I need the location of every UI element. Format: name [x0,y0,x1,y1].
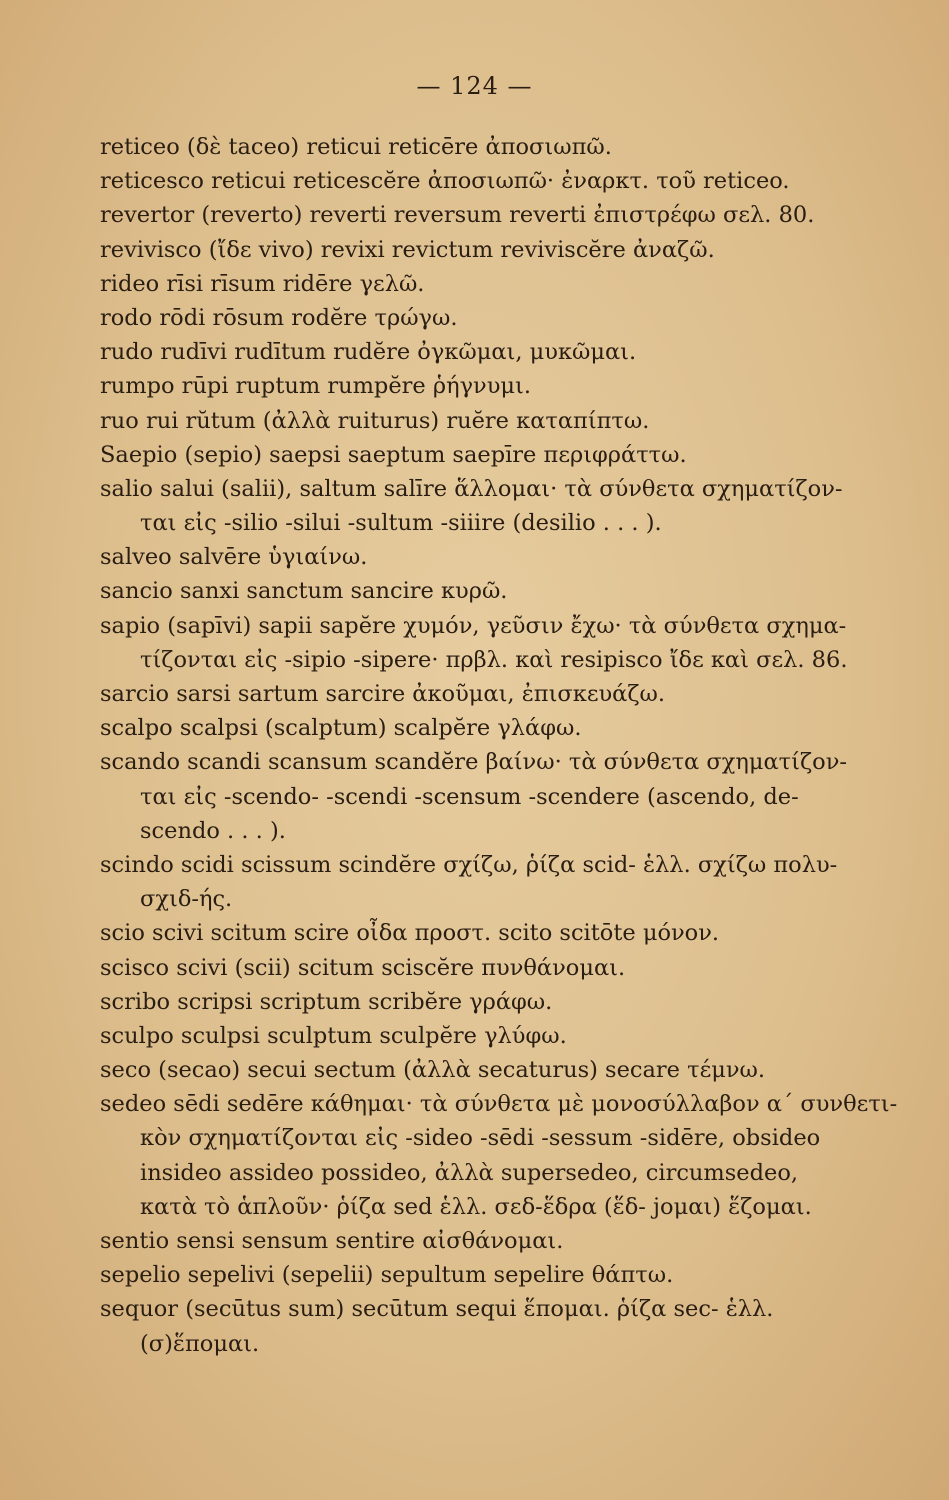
dictionary-entry [0,404,949,438]
entry-headline: sarcio sarsi sartum sarcire ἀκοῦμαι, ἐπισκευάζω. [100,681,666,707]
dictionary-entry [0,233,949,267]
entry-headline: salio salui (salii), saltum salīre ἅλλομαι· τὰ σύνθετα σχηματίζον- [100,475,843,502]
entry-headline: seco (secao) secui sectum (ἀλλὰ secaturus) secare τέμνω. [100,1057,766,1084]
entry-continuation: κὸν σχηματίζονται εἰς -sideo -sēdi -sessum -sidēre, obsideo [140,1125,821,1152]
dictionary-entry [0,1258,949,1292]
dictionary-entry [0,574,949,608]
dictionary-entry [0,711,949,745]
dictionary-entry [0,677,949,711]
dictionary-entry [0,540,949,574]
page-number: — 124 — [416,72,533,100]
entry-headline: scisco scivi (scii) scitum sciscĕre πυνθάνομαι. [100,954,626,981]
entry-headline: salveo salvēre ὑγιαίνω. [100,544,368,571]
entry-headline: reticesco reticui reticescĕre ἀποσιωπῶ· ἐναρκτ. τοῦ reticeo. [100,168,790,195]
entry-headline: scio scivi scitum scire οἶδα προστ. scito scitōte μόνον. [100,920,720,947]
dictionary-entry [0,1087,949,1224]
entry-headline: scando scandi scansum scandĕre βαίνω· τὰ σύνθετα σχηματίζον- [100,749,847,776]
dictionary-entry [0,472,949,540]
entry-headline: sculpo sculpsi sculptum sculpĕre γλύφω. [100,1022,567,1049]
entry-continuation: (σ)ἕπομαι. [140,1330,260,1357]
dictionary-entry [0,916,949,950]
entry-continuation: τίζονται εἰς -sipio -sipere· πρβλ. καὶ resipisco ἴδε καὶ σελ. 86. [140,646,848,673]
entry-continuation: ται εἰς -scendo- -scendi -scensum -scendere (ascendo, de- [140,783,799,810]
entry-headline: sancio sanxi sanctum sancire κυρῶ. [100,578,508,605]
entry-headline: Saepio (sepio) saepsi saeptum saepīre περιφράττω. [100,441,687,468]
entry-headline: sequor (secūtus sum) secūtum sequi ἕπομαι. ῥίζα sec- ἑλλ. [100,1296,774,1323]
entry-headline: rideo rīsi rīsum ridēre γελῶ. [100,270,425,297]
entry-headline: scindo scidi scissum scindĕre σχίζω, ῥίζα scid- ἑλλ. σχίζω πολυ- [100,851,838,878]
dictionary-entry [0,130,949,164]
dictionary-entry [0,609,949,677]
entry-headline: sepelio sepelivi (sepelii) sepultum sepelire θάπτω. [100,1262,674,1289]
entry-continuation: ται εἰς -silio -silui -sultum -siiire (desilio . . . ). [140,510,662,537]
entry-continuation: scendo . . . ). [140,817,286,844]
dictionary-entry [0,1224,949,1258]
entry-headline: ruo rui rŭtum (ἀλλὰ ruiturus) ruĕre καταπίπτω. [100,407,650,434]
dictionary-entries [0,130,949,1361]
dictionary-entry [0,951,949,985]
entry-continuation: κατὰ τὸ ἁπλοῦν· ῥίζα sed ἑλλ. σεδ-ἕδρα (ἕδ- jομαι) ἕζομαι. [140,1193,812,1220]
dictionary-entry [0,985,949,1019]
dictionary-entry [0,335,949,369]
entry-headline: reticeo (δὲ taceo) reticui reticēre ἀποσιωπῶ. [100,134,612,160]
dictionary-entry [0,164,949,198]
dictionary-entry [0,301,949,335]
entry-continuation: insideo assideo possideo, ἀλλὰ supersedeo, circumsedeo, [140,1159,799,1186]
entry-headline: rodo rōdi rōsum rodĕre τρώγω. [100,304,458,331]
dictionary-entry [0,1053,949,1087]
dictionary-entry [0,267,949,301]
entry-headline: sentio sensi sensum sentire αἰσθάνομαι. [100,1228,564,1254]
entry-headline: rudo rudīvi rudītum rudĕre ὀγκῶμαι, μυκῶμαι. [100,339,637,366]
entry-headline: rumpo rūpi ruptum rumpĕre ῥήγνυμι. [100,373,531,400]
dictionary-entry [0,369,949,403]
entry-headline: revertor (reverto) reverti reversum reverti ἐπιστρέφω σελ. 80. [100,202,815,229]
entry-headline: sapio (sapīvi) sapii sapĕre χυμόν, γεῦσιν ἔχω· τὰ σύνθετα σχημα- [100,612,847,639]
dictionary-entry [0,848,949,916]
dictionary-entry [0,1292,949,1360]
entry-headline: scalpo scalpsi (scalptum) scalpĕre γλάφω. [100,715,582,742]
dictionary-entry [0,198,949,232]
dictionary-entry [0,1019,949,1053]
entry-headline: sedeo sēdi sedēre κάθημαι· τὰ σύνθετα μὲ μονοσύλλαβον α´ συνθετι- [100,1091,898,1118]
dictionary-entry [0,745,949,848]
entry-headline: revivisco (ἴδε vivo) revixi revictum reviviscĕre ἀναζῶ. [100,236,715,263]
dictionary-entry [0,438,949,472]
entry-headline: scribo scripsi scriptum scribĕre γράφω. [100,988,553,1015]
entry-continuation: σχιδ-ής. [140,886,233,913]
